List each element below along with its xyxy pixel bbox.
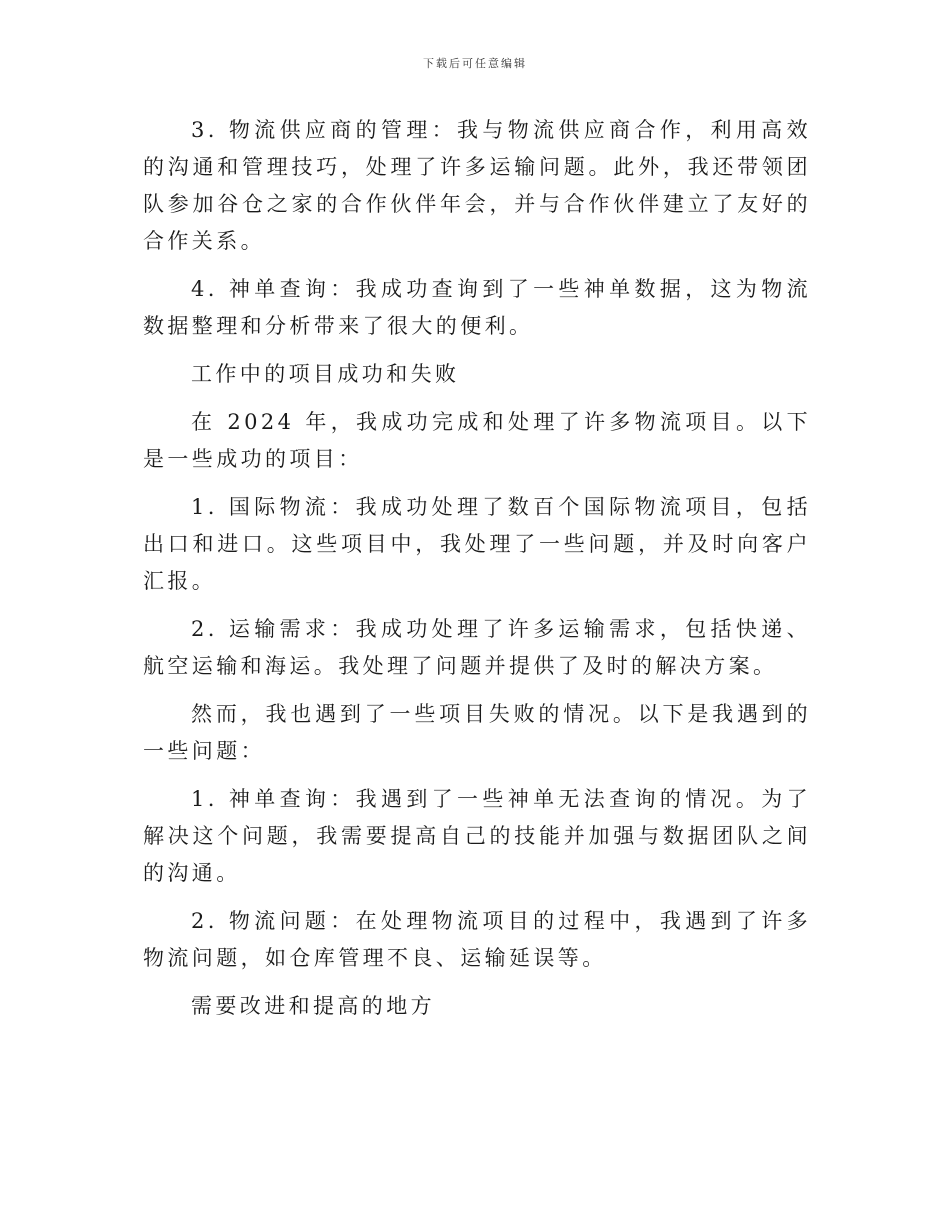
paragraph-international-logistics: 1. 国际物流：我成功处理了数百个国际物流项目，包括出口和进口。这些项目中，我处理了一些问题，并及时向客户汇报。	[143, 495, 811, 593]
paragraph-intro-failures: 然而，我也遇到了一些项目失败的情况。以下是我遇到的一些问题：	[143, 702, 811, 763]
paragraph-intro-successes: 在 2024 年，我成功完成和处理了许多物流项目。以下是一些成功的项目：	[143, 410, 811, 471]
section-heading-project-success-failure: 工作中的项目成功和失败	[191, 362, 460, 386]
paragraph-transport-demand: 2. 运输需求：我成功处理了许多运输需求，包括快递、航空运输和海运。我处理了问题并提供了及时的解决方案。	[143, 617, 811, 678]
paragraph-order-query-failure: 1. 神单查询：我遇到了一些神单无法查询的情况。为了解决这个问题，我需要提高自己的技能并加强与数据团队之间的沟通。	[143, 787, 811, 885]
document-body	[143, 112, 811, 1036]
paragraph-logistics-problems: 2. 物流问题：在处理物流项目的过程中，我遇到了许多物流问题，如仓库管理不良、运输延误等。	[143, 909, 811, 970]
paragraph-order-query: 4. 神单查询：我成功查询到了一些神单数据，这为物流数据整理和分析带来了很大的便利。	[143, 277, 811, 338]
page-header: 下载后可任意编辑	[423, 57, 527, 70]
paragraph-logistics-supplier-management: 3. 物流供应商的管理：我与物流供应商合作，利用高效的沟通和管理技巧，处理了许多运输问题。此外，我还带领团队参加谷仓之家的合作伙伴年会，并与合作伙伴建立了友好的合作关系。	[143, 118, 811, 253]
section-heading-improvements: 需要改进和提高的地方	[191, 994, 435, 1018]
